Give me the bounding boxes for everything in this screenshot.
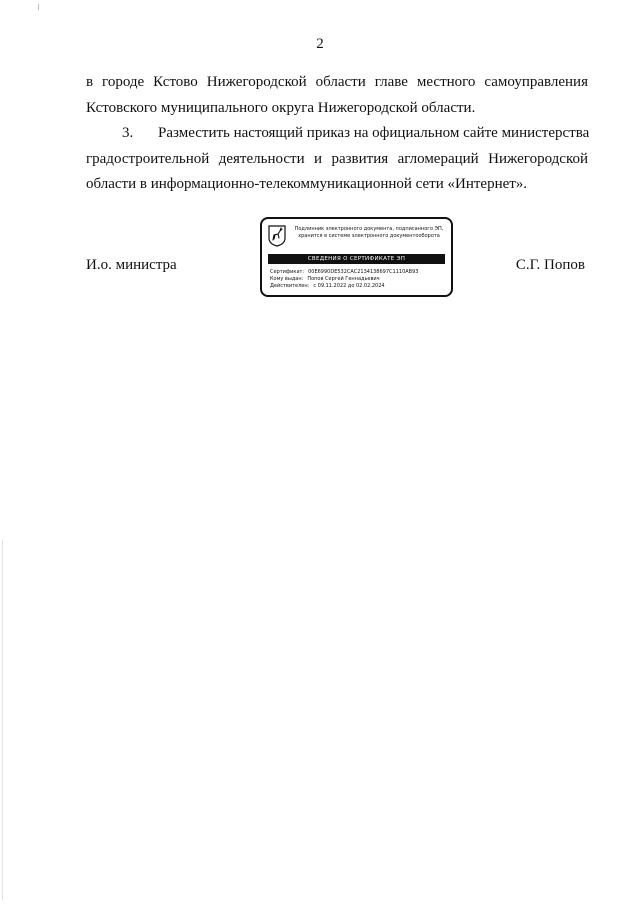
certificate-info <box>270 269 418 290</box>
paragraph-continuation <box>86 70 588 121</box>
signatory-name: С.Г. Попов <box>515 257 585 273</box>
text-line: Разместить настоящий приказ на официальном сайте министерства <box>158 125 590 141</box>
electronic-signature-stamp <box>260 217 453 297</box>
text-line: области в информационно-телекоммуникационной сети «Интернет». <box>86 176 528 192</box>
stamp-note-line: Подлинник электронного документа, подписанного ЭП, <box>294 226 444 232</box>
list-item-3 <box>86 121 588 198</box>
validity-value: с 09.11.2022 до 02.02.2024 <box>313 283 385 289</box>
page-number: 2 <box>316 36 324 52</box>
list-item-first-line <box>86 121 588 147</box>
stamp-note <box>290 226 448 239</box>
validity-label: Действителен: <box>270 283 310 289</box>
issued-to-label: Кому выдан: <box>270 276 304 282</box>
text-line: градостроительной деятельности и развития агломераций Нижегородской <box>86 150 588 167</box>
text-line: в городе Кстово Нижегородской области главе местного самоуправления <box>86 74 588 90</box>
validity-row <box>270 283 418 290</box>
list-item-number: 3. <box>122 125 134 141</box>
nizhny-novgorod-deer-emblem-icon <box>268 225 286 247</box>
certificate-value: 00E6990DE532CAC2134138697C1110AB93 <box>308 269 419 275</box>
text-line: Кстовского муниципального округа Нижегородской области. <box>86 99 476 116</box>
issued-to-value: Попов Сергей Геннадьевич <box>307 276 380 282</box>
certificate-row <box>270 269 418 276</box>
scan-edge-mark <box>38 4 39 10</box>
stamp-note-line: хранится в системе электронного документооборота <box>298 232 440 239</box>
signatory-position: И.о. министра <box>86 257 177 273</box>
issued-to-row <box>270 276 418 283</box>
certificate-label: Сертификат: <box>270 269 305 275</box>
scan-edge-mark <box>2 540 3 900</box>
stamp-header: СВЕДЕНИЯ О СЕРТИФИКАТЕ ЭП <box>268 254 445 264</box>
